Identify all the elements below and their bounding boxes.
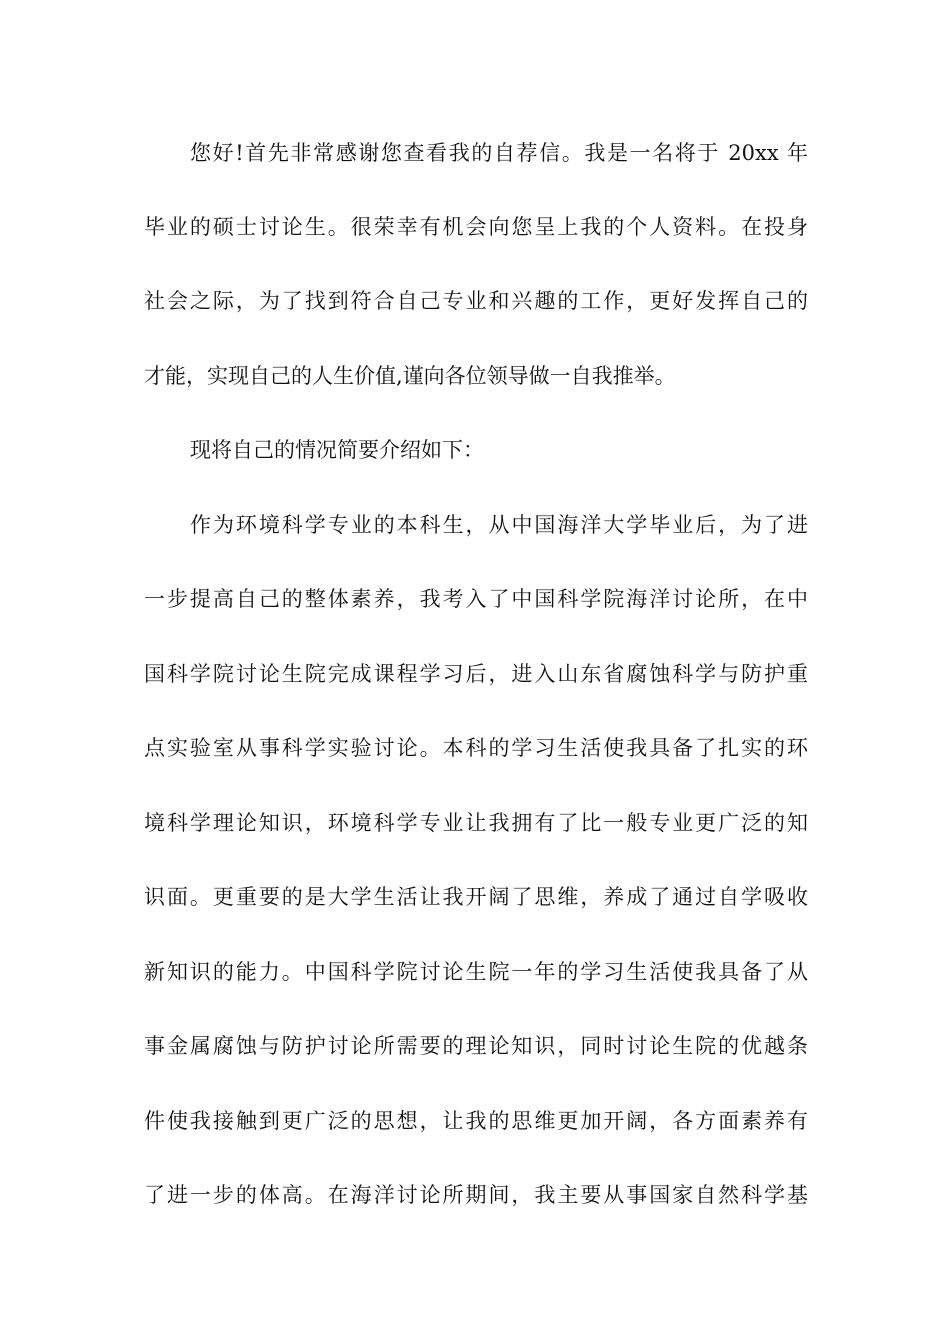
text-line: 国科学院讨论生院完成课程学习后，进入山东省腐蚀科学与防护重 [144,662,808,686]
text-line: 件使我接触到更广泛的思想，让我的思维更加开阔，各方面素养有 [144,1109,808,1133]
text-line: 了进一步的体高。在海洋讨论所期间，我主要从事国家自然科学基 [144,1183,808,1207]
text-line: 现将自己的情况简要介绍如下： [190,438,484,462]
text-line: 才能，实现自己的人生价值,谨向各位领导做一自我推举。 [144,364,676,388]
text-line: 点实验室从事科学实验讨论。本科的学习生活使我具备了扎实的环 [144,736,808,760]
text-line: 一步提高自己的整体素养，我考入了中国科学院海洋讨论所，在中 [144,587,808,611]
text-line: 毕业的硕士讨论生。很荣幸有机会向您呈上我的个人资料。在投身 [144,215,808,239]
text-line: 作为环境科学专业的本科生，从中国海洋大学毕业后，为了进 [190,513,808,537]
text-line: 事金属腐蚀与防护讨论所需要的理论知识，同时讨论生院的优越条 [144,1034,808,1058]
text-line: 识面。更重要的是大学生活让我开阔了思维，养成了通过自学吸收 [144,885,808,909]
text-line: 境科学理论知识，环境科学专业让我拥有了比一般专业更广泛的知 [144,811,808,835]
text-line: 社会之际，为了找到符合自己专业和兴趣的工作，更好发挥自己的 [144,289,808,313]
text-line: 您好!首先非常感谢您查看我的自荐信。我是一名将于 20xx 年 [190,141,808,165]
text-line: 新知识的能力。中国科学院讨论生院一年的学习生活使我具备了从 [144,960,808,984]
